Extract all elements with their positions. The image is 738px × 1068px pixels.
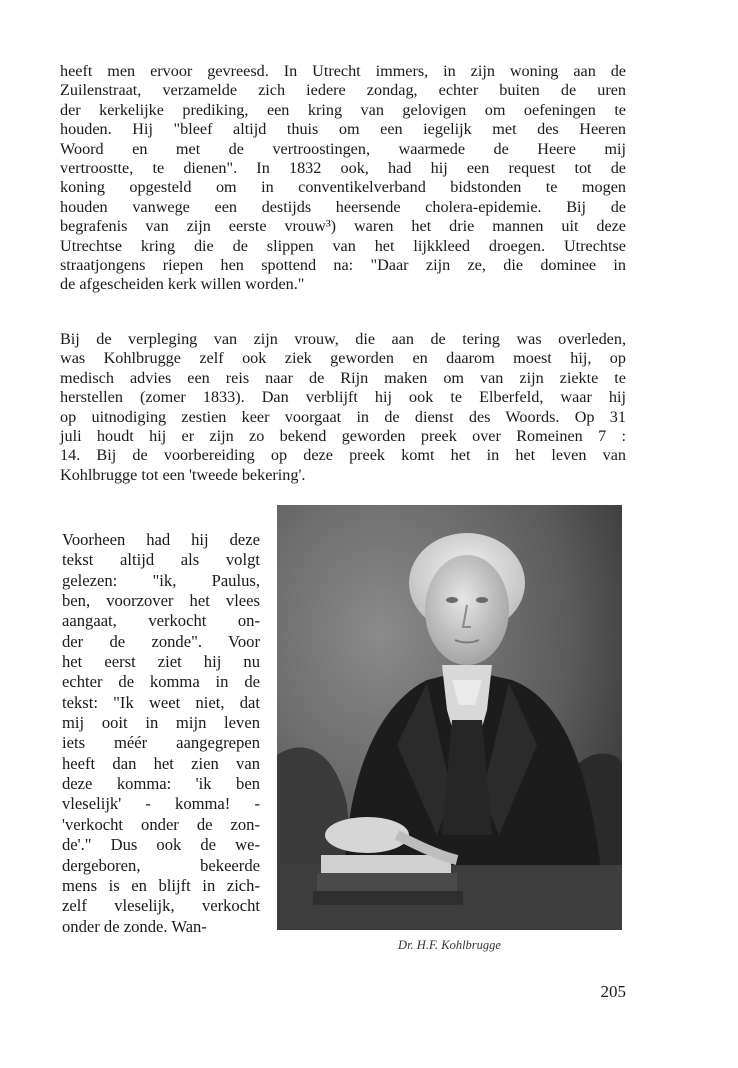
text-line: der de zonde". Voor bbox=[62, 631, 260, 651]
text-line: gelezen: "ik, Paulus, bbox=[62, 570, 260, 590]
text-line: herstellen (zomer 1833). Dan verblijft hij ook te Elberfeld, waar hij bbox=[60, 388, 626, 407]
text-line: de'." Dus ook de we- bbox=[62, 835, 260, 855]
text-line: koning opgesteld om in conventikelverband bidstonden te mogen bbox=[60, 178, 626, 197]
text-line: ben, voorzover het vlees bbox=[62, 591, 260, 611]
text-line: dergeboren, bekeerde bbox=[62, 855, 260, 875]
text-line: echter de komma in de bbox=[62, 672, 260, 692]
text-line: zelf vleselijk, verkocht bbox=[62, 896, 260, 916]
text-line: Kohlbrugge tot een 'tweede bekering'. bbox=[60, 465, 306, 484]
text-line: aangaat, verkocht on- bbox=[62, 611, 260, 631]
text-line: medisch advies een reis naar de Rijn maken om van zijn ziekte te bbox=[60, 368, 626, 387]
text-line: Bij de verpleging van zijn vrouw, die aan de tering was overleden, bbox=[60, 330, 626, 348]
text-line: was Kohlbrugge zelf ook ziek geworden en daarom moest hij, op bbox=[60, 349, 626, 368]
text-line: mij ooit in mijn leven bbox=[62, 713, 260, 733]
body-paragraph-2 bbox=[60, 330, 626, 485]
text-line: begrafenis van zijn eerste vrouw³) waren het drie mannen uit deze bbox=[60, 217, 626, 236]
text-line: tekst: "Ik weet niet, dat bbox=[62, 692, 260, 712]
body-paragraph-1 bbox=[60, 62, 626, 295]
text-line: houden. Hij "bleef altijd thuis om een iegelijk met des Heeren bbox=[60, 120, 626, 139]
text-line: heeft dan het zien van bbox=[62, 753, 260, 773]
text-line: heeft men ervoor gevreesd. In Utrecht immers, in zijn woning aan de bbox=[60, 62, 626, 80]
text-line: tekst altijd als volgt bbox=[62, 550, 260, 570]
text-line: 14. Bij de voorbereiding op deze preek komt het in het leven van bbox=[60, 446, 626, 465]
text-line: iets méér aangegrepen bbox=[62, 733, 260, 753]
text-line: Voorheen had hij deze bbox=[62, 530, 260, 549]
text-line: op uitnodiging zestien keer voorgaat in de dienst des Woords. Op 31 bbox=[60, 407, 626, 426]
photo-caption: Dr. H.F. Kohlbrugge bbox=[398, 938, 501, 952]
text-line: deze komma: 'ik ben bbox=[62, 774, 260, 794]
text-line: Zuilenstraat, verzamelde zich iedere zondag, echter buiten de uren bbox=[60, 81, 626, 100]
text-line: straatjongens riepen hen spottend na: "Daar zijn ze, die dominee in bbox=[60, 255, 626, 274]
portrait-photo bbox=[277, 505, 622, 930]
text-line: houden vanwege een destijds heersende cholera-epidemie. Bij de bbox=[60, 197, 626, 216]
text-line: onder de zonde. Wan- bbox=[62, 916, 207, 936]
text-line: vertroostte, te dienen". In 1832 ook, had hij een request tot de bbox=[60, 158, 626, 177]
text-line: der kerkelijke prediking, een kring van gelovigen om oefeningen te bbox=[60, 100, 626, 119]
text-line: Woord en met de vertroostingen, waarmede de Heere mij bbox=[60, 139, 626, 158]
text-line: het eerst ziet hij nu bbox=[62, 652, 260, 672]
text-line: Utrechtse kring die de slippen van het lijkkleed droegen. Utrechtse bbox=[60, 236, 626, 255]
text-line: 'verkocht onder de zon- bbox=[62, 814, 260, 834]
text-line: mens is en blijft in zich- bbox=[62, 875, 260, 895]
side-column-text bbox=[62, 530, 260, 937]
text-line: de afgescheiden kerk willen worden." bbox=[60, 275, 305, 294]
page-number: 205 bbox=[600, 982, 626, 1001]
text-line: juli houdt hij er zijn zo bekend geworden preek over Romeinen 7 : bbox=[60, 426, 626, 445]
text-line: vleselijk' - komma! - bbox=[62, 794, 260, 814]
